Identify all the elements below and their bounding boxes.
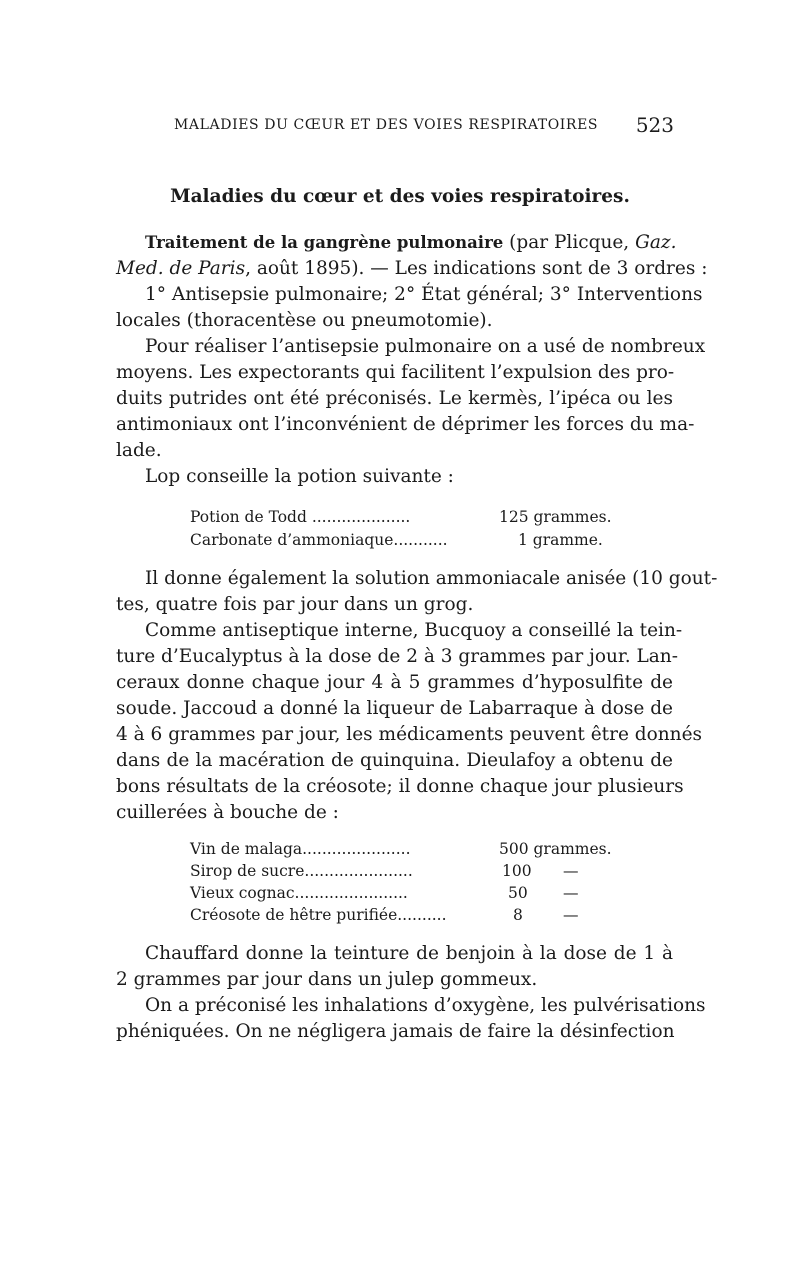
paragraph-line: Lop conseille la potion suivante : xyxy=(145,466,454,487)
formula-quantity: 100 xyxy=(502,862,532,880)
paragraph-line: 4 à 6 grammes par jour, les médicaments peuvent être donnés xyxy=(116,724,703,745)
formula-quantity: 500 grammes. xyxy=(499,840,612,858)
text-run: (par Plicque, xyxy=(503,232,636,253)
paragraph-line: dans de la macération de quinquina. Dieulafoy a obtenu de xyxy=(116,750,673,771)
paragraph-line: lade. xyxy=(116,440,162,461)
running-title: MALADIES DU CŒUR ET DES VOIES RESPIRATOIRES xyxy=(174,117,599,133)
text-run: , août 1895). — Les indications sont de 3 ordres : xyxy=(245,258,708,279)
paragraph-line: Il donne également la solution ammoniacale anisée (10 gout- xyxy=(145,568,718,589)
paragraph-line: Pour réaliser l’antisepsie pulmonaire on a usé de nombreux xyxy=(145,336,706,357)
article-heading: Traitement de la gangrène pulmonaire xyxy=(145,233,504,252)
paragraph-line: moyens. Les expectorants qui facilitent l’expulsion des pro- xyxy=(116,362,675,383)
formula-quantity: 8 xyxy=(513,906,523,924)
paragraph-line: On a préconisé les inhalations d’oxygène, les pulvérisations xyxy=(145,995,706,1016)
formula-quantity: 1 gramme. xyxy=(518,531,603,549)
paragraph-line: 1° Antisepsie pulmonaire; 2° État général; 3° Interventions xyxy=(145,284,703,305)
formula-ingredient: Vieux cognac....................... xyxy=(190,884,408,902)
paragraph-line: Chauffard donne la teinture de benjoin à la dose de 1 à xyxy=(145,943,673,964)
paragraph-line: locales (thoracentèse ou pneumotomie). xyxy=(116,310,493,331)
formula-ingredient: Créosote de hêtre purifiée.......... xyxy=(190,906,447,924)
paragraph-line: tes, quatre fois par jour dans un grog. xyxy=(116,594,474,615)
paragraph-line: antimoniaux ont l’inconvénient de déprimer les forces du ma- xyxy=(116,414,695,435)
paragraph-line: ture d’Eucalyptus à la dose de 2 à 3 grammes par jour. Lan- xyxy=(116,646,678,667)
paragraph-line: duits putrides ont été préconisés. Le kermès, l’ipéca ou les xyxy=(116,388,673,409)
ditto-mark: — xyxy=(563,862,579,880)
paragraph-line: phéniquées. On ne négligera jamais de faire la désinfection xyxy=(116,1021,675,1042)
formula-ingredient: Vin de malaga...................... xyxy=(190,840,411,858)
section-title: Maladies du cœur et des voies respiratoires. xyxy=(170,186,630,207)
paragraph-line xyxy=(116,256,708,282)
page-number: 523 xyxy=(635,113,674,137)
paragraph-line xyxy=(145,230,677,256)
paragraph-line: Comme antiseptique interne, Bucquoy a conseillé la tein- xyxy=(145,620,683,641)
paragraph-line: 2 grammes par jour dans un julep gommeux. xyxy=(116,969,538,990)
formula-ingredient: Potion de Todd .................... xyxy=(190,508,411,526)
ditto-mark: — xyxy=(563,884,579,902)
journal-citation: Gaz. xyxy=(635,232,677,253)
paragraph-line: ceraux donne chaque jour 4 à 5 grammes d’hyposulfite de xyxy=(116,672,673,693)
formula-ingredient: Carbonate d’ammoniaque........... xyxy=(190,531,448,549)
paragraph-line: cuillerées à bouche de : xyxy=(116,802,339,823)
formula-quantity: 125 grammes. xyxy=(499,508,612,526)
formula-ingredient: Sirop de sucre...................... xyxy=(190,862,413,880)
paragraph-line: bons résultats de la créosote; il donne chaque jour plusieurs xyxy=(116,776,684,797)
paragraph-line: soude. Jaccoud a donné la liqueur de Labarraque à dose de xyxy=(116,698,673,719)
journal-citation: Med. de Paris xyxy=(116,258,246,279)
ditto-mark: — xyxy=(563,906,579,924)
running-head xyxy=(174,113,674,143)
formula-quantity: 50 xyxy=(508,884,528,902)
